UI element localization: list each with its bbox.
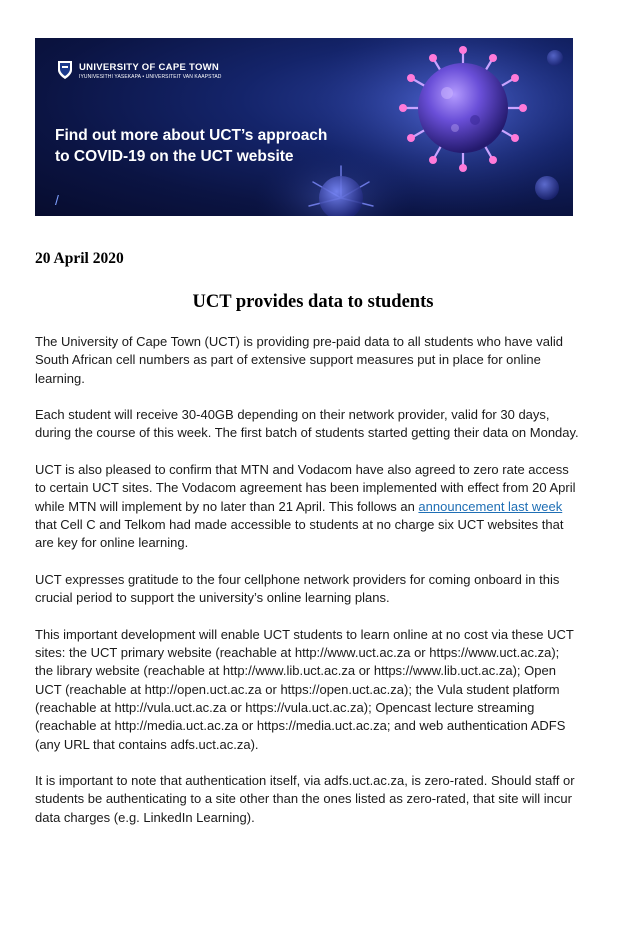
banner-slash-mark: / — [55, 192, 59, 208]
banner-headline-line1: Find out more about UCT’s approach — [55, 127, 328, 144]
paragraph-3 — [35, 461, 580, 552]
paragraph-4: UCT expresses gratitude to the four cellphone network providers for coming onboard in this crucial period to support the university’s online learning plans. — [35, 571, 560, 606]
paragraph-5: This important development will enable UCT students to learn online at no cost via these UCT sites: the UCT primary website (reachable at http://www.uct.ac.za or https://www.uct.ac.za); the library website (reachable at http://www.lib.uct.ac.za or https://www.lib.uct.ac.za); Open UCT (reachable at http://open.uct.ac.za or https://open.uct.ac.za); the Vula student platform (reachable at http://vula.uct.ac.za or https://vula.uct.ac.za); Opencast lecture streaming (reachable at http://media.uct.ac.za or https://media.uct.ac.za; and web authentication ADFS (any URL that contains adfs.uct.ac.za). — [35, 626, 574, 752]
document-date: 20 April 2020 — [35, 250, 124, 267]
university-subtitle: IYUNIVESITHI YASEKAPA • UNIVERSITEIT VAN KAAPSTAD — [79, 74, 222, 80]
banner-headline — [55, 125, 385, 167]
document-body — [35, 333, 580, 845]
banner-headline-line2: to COVID-19 on the UCT website — [55, 148, 294, 165]
university-name: UNIVERSITY OF CAPE TOWN — [79, 62, 220, 73]
paragraph-2: Each student will receive 30-40GB depending on their network provider, valid for 30 days, during the course of this week. The first batch of students started getting their data on Monday. — [35, 407, 579, 441]
document-title: UCT provides data to students — [192, 292, 434, 312]
paragraph-3-text-after: that Cell C and Telkom had made accessible to students at no charge six UCT websites that are key for online learning. — [35, 516, 564, 551]
paragraph-1: The University of Cape Town (UCT) is providing pre-paid data to all students who have valid South African cell numbers as part of extensive support measures put in place for online learning. — [35, 334, 563, 386]
uct-crest-icon — [57, 60, 73, 80]
paragraph-3-text-before: UCT is also pleased to confirm that MTN and Vodacom have also agreed to zero rate access to certain UCT sites. The Vodacom agreement has been implemented with effect from 20 April while MTN will implement by no later than 21 April. This follows an — [35, 462, 576, 514]
covid-banner[interactable] — [35, 38, 573, 216]
paragraph-6: It is important to note that authentication itself, via adfs.uct.ac.za, is zero-rated. Should staff or students be authenticating to a site other than the ones listed as zero-rated, that site will incur data charges (e.g. LinkedIn Learning). — [35, 773, 575, 825]
announcement-link[interactable]: announcement last week — [418, 498, 563, 514]
